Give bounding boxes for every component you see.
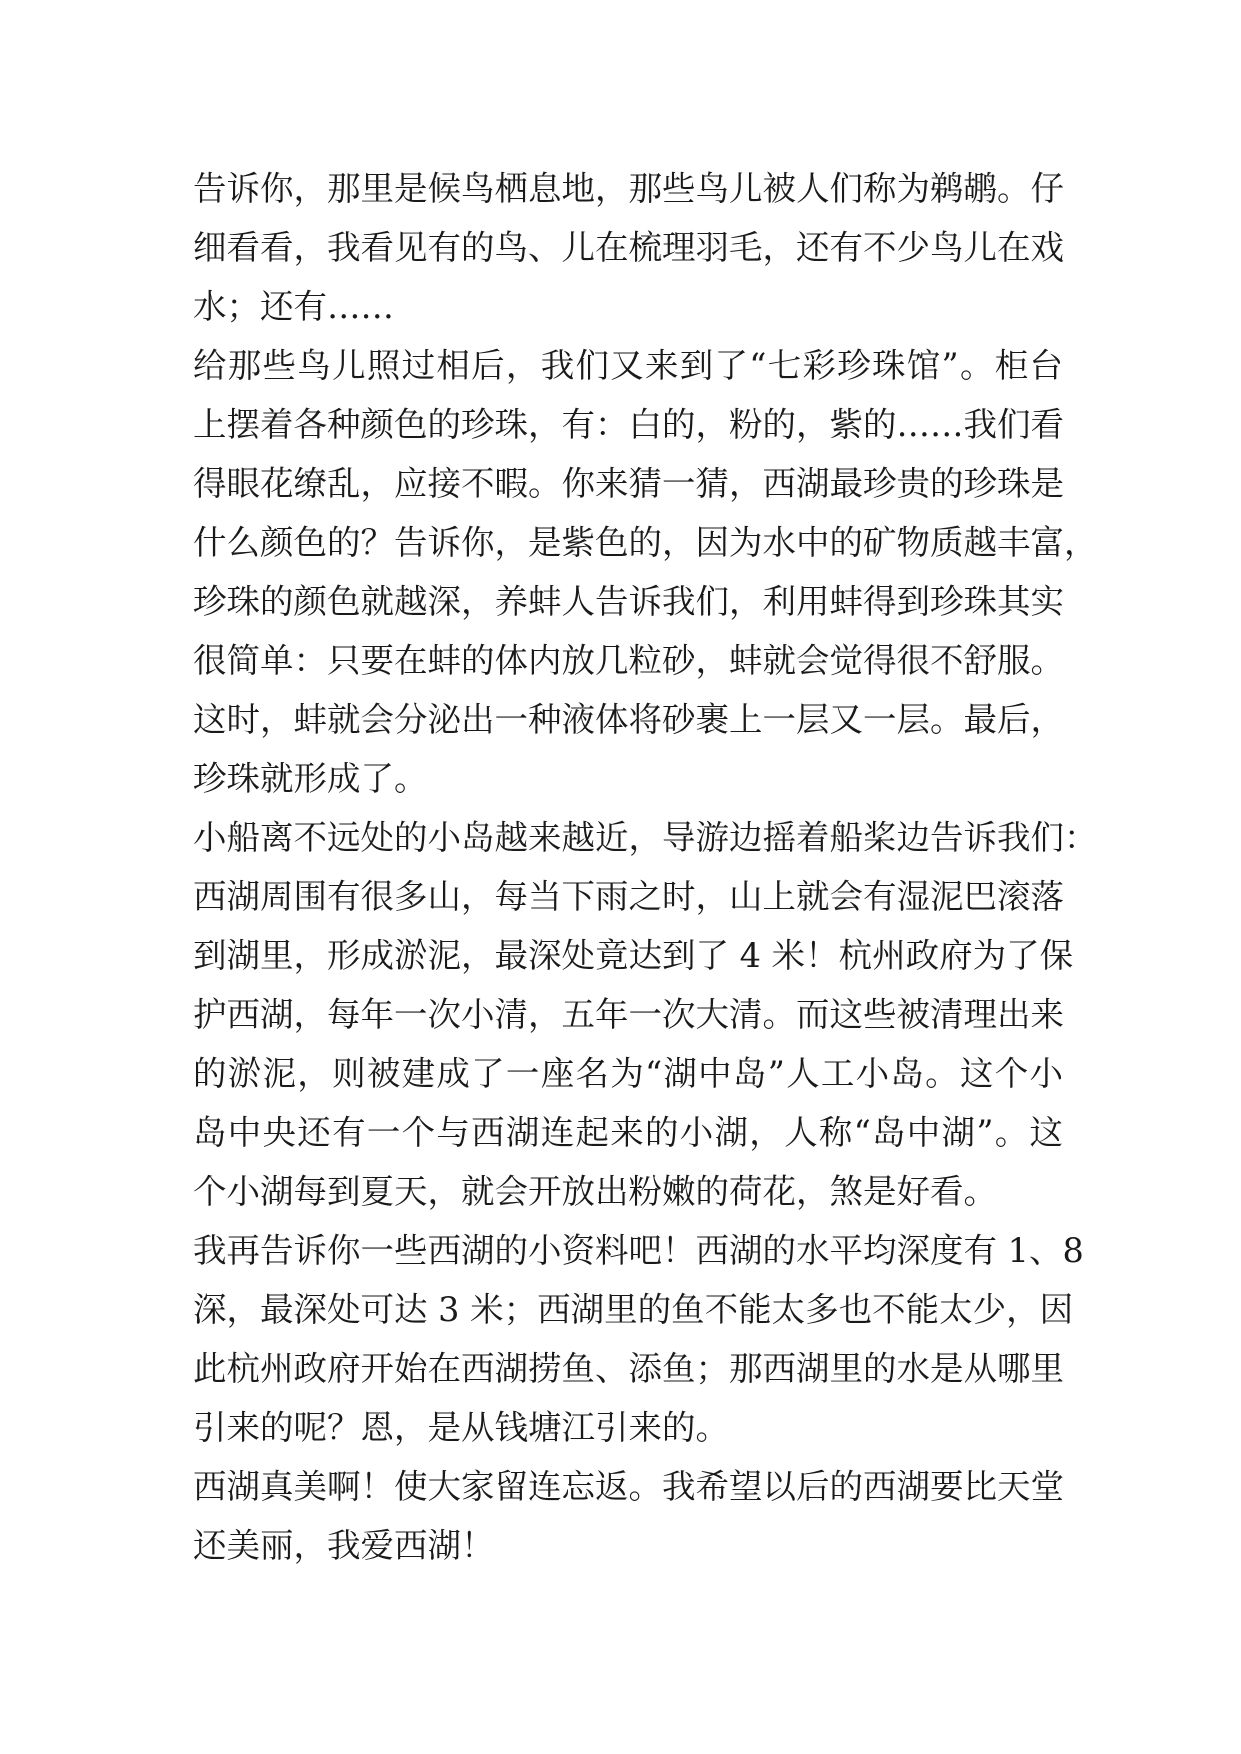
text-line: 这时，蚌就会分泌出一种液体将砂裹上一层又一层。最后， [193,700,1064,739]
text-line: 还美丽，我爱西湖！ [193,1526,495,1565]
text-line: 岛中央还有一个与西湖连起来的小湖，人称“岛中湖”。这 [193,1113,1063,1152]
body-text [193,159,1098,1575]
text-line: 告诉你，那里是候鸟栖息地，那些鸟儿被人们称为鹈鹕。仔 [193,169,1064,208]
text-line: 的淤泥，则被建成了一座名为“湖中岛”人工小岛。这个小 [193,1054,1063,1093]
text-line: 西湖周围有很多山，每当下雨之时，山上就会有湿泥巴滚落 [193,877,1064,916]
text-line: 我再告诉你一些西湖的小资料吧！西湖的水平均深度有 1、8 [193,1231,1084,1270]
text-line: 小船离不远处的小岛越来越近，导游边摇着船桨边告诉我们： [193,818,1098,857]
text-line: 很简单：只要在蚌的体内放几粒砂，蚌就会觉得很不舒服。 [193,641,1064,680]
text-line: 得眼花缭乱，应接不暇。你来猜一猜，西湖最珍贵的珍珠是 [193,464,1064,503]
text-line: 珍珠就形成了。 [193,759,428,798]
text-line: 什么颜色的？告诉你，是紫色的，因为水中的矿物质越丰富， [193,523,1098,562]
text-line: 上摆着各种颜色的珍珠，有：白的，粉的，紫的……我们看 [193,405,1064,444]
text-line: 深，最深处可达 3 米；西湖里的鱼不能太多也不能太少，因 [193,1290,1074,1329]
text-line: 珍珠的颜色就越深，养蚌人告诉我们，利用蚌得到珍珠其实 [193,582,1064,621]
text-line: 给那些鸟儿照过相后，我们又来到了“七彩珍珠馆”。柜台 [193,346,1063,385]
text-line: 个小湖每到夏天，就会开放出粉嫩的荷花，煞是好看。 [193,1172,997,1211]
text-line: 护西湖，每年一次小清，五年一次大清。而这些被清理出来 [193,995,1064,1034]
text-line: 西湖真美啊！使大家留连忘返。我希望以后的西湖要比天堂 [193,1467,1064,1506]
text-line: 水；还有…… [193,287,394,326]
text-line: 细看看，我看见有的鸟、儿在梳理羽毛，还有不少鸟儿在戏 [193,228,1064,267]
text-line: 引来的呢？恩，是从钱塘江引来的。 [193,1408,729,1447]
text-line: 此杭州政府开始在西湖捞鱼、添鱼；那西湖里的水是从哪里 [193,1349,1064,1388]
text-line: 到湖里，形成淤泥，最深处竟达到了 4 米！杭州政府为了保 [193,936,1074,975]
